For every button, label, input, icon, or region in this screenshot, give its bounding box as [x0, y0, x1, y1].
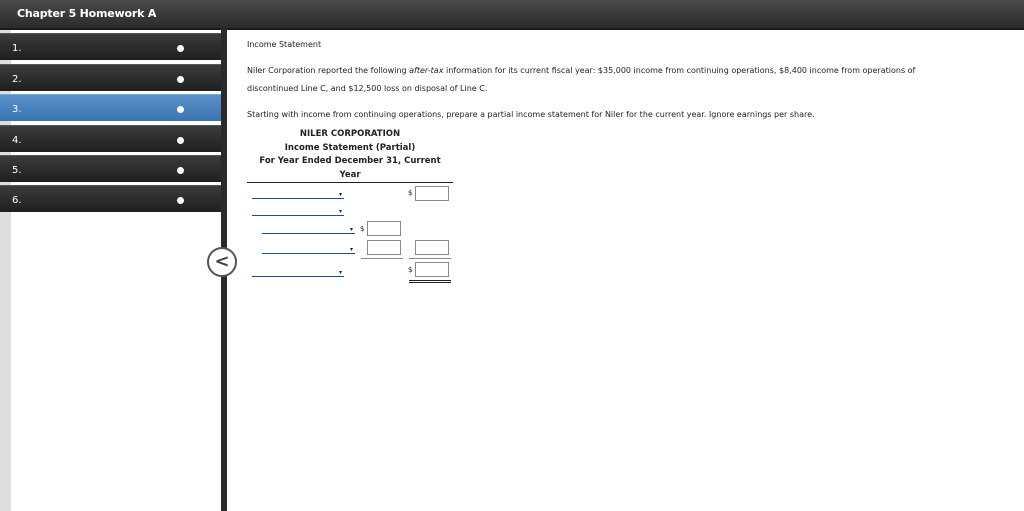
- question-number: 5.: [12, 165, 22, 176]
- subtotal-rule: [361, 258, 403, 259]
- amount-input-4[interactable]: [415, 240, 449, 255]
- status-dot-icon: [177, 197, 184, 204]
- status-dot-icon: [177, 167, 184, 174]
- line-item-select-3[interactable]: [262, 223, 355, 234]
- question-title: Income Statement: [247, 40, 322, 49]
- question-number: 3.: [12, 104, 22, 115]
- question-nav-item-4[interactable]: [0, 125, 221, 152]
- dropdown-arrow-icon: ▾: [338, 208, 342, 215]
- statement-period-year: Year: [339, 170, 361, 180]
- amount-input-3[interactable]: [367, 240, 401, 255]
- question-number: 1.: [12, 43, 22, 54]
- question-nav-item-5[interactable]: [0, 155, 221, 182]
- status-dot-icon: [177, 76, 184, 83]
- statement-name: Income Statement (Partial): [284, 143, 416, 153]
- header-rule: [247, 182, 453, 183]
- para1-end: information for its current fiscal year: $35,000 income from continuing operations, $8,400 income from operations of: [443, 66, 916, 75]
- total-double-rule: [409, 282, 451, 283]
- total-double-rule: [409, 280, 451, 281]
- dollar-sign: $: [408, 189, 413, 197]
- para1-italic: after-tax: [409, 66, 444, 75]
- dropdown-arrow-icon: ▾: [338, 191, 342, 198]
- status-dot-icon: [177, 137, 184, 144]
- dollar-sign: $: [360, 225, 365, 233]
- line-item-select-4[interactable]: [262, 243, 355, 254]
- para1-start: Niler Corporation reported the following: [247, 66, 410, 75]
- assignment-title: Chapter 5 Homework A: [17, 7, 157, 20]
- status-dot-icon: [177, 106, 184, 113]
- question-nav-item-6[interactable]: [0, 185, 221, 212]
- question-number: 2.: [12, 74, 22, 85]
- question-nav-item-1[interactable]: [0, 33, 221, 60]
- amount-input-2[interactable]: [367, 221, 401, 236]
- question-paragraph-1: [247, 66, 915, 75]
- dollar-sign: $: [408, 266, 413, 274]
- collapse-sidebar-button[interactable]: [207, 247, 237, 277]
- dropdown-arrow-icon: ▾: [338, 269, 342, 276]
- dropdown-arrow-icon: ▾: [349, 226, 353, 233]
- statement-period: For Year Ended December 31, Current: [259, 156, 441, 166]
- question-number: 4.: [12, 135, 22, 146]
- question-number: 6.: [12, 195, 22, 206]
- line-item-select-1[interactable]: [252, 188, 344, 199]
- line-item-select-5[interactable]: [252, 266, 344, 277]
- question-paragraph-1-line2: discontinued Line C, and $12,500 loss on disposal of Line C.: [247, 84, 488, 93]
- question-nav-item-2[interactable]: [0, 64, 221, 91]
- amount-input-1[interactable]: [415, 186, 449, 201]
- question-paragraph-2: Starting with income from continuing operations, prepare a partial income statement for Niler for the current year. Ignore earnings per share.: [247, 110, 815, 119]
- company-name: NILER CORPORATION: [299, 129, 401, 139]
- status-dot-icon: [177, 45, 184, 52]
- top-bar: [0, 0, 1024, 30]
- line-item-select-2[interactable]: [252, 205, 344, 216]
- net-income-input[interactable]: [415, 262, 449, 277]
- subtotal-rule: [409, 258, 451, 259]
- chevron-left-icon: <: [214, 251, 230, 272]
- dropdown-arrow-icon: ▾: [349, 246, 353, 253]
- question-nav-item-3[interactable]: [0, 94, 221, 121]
